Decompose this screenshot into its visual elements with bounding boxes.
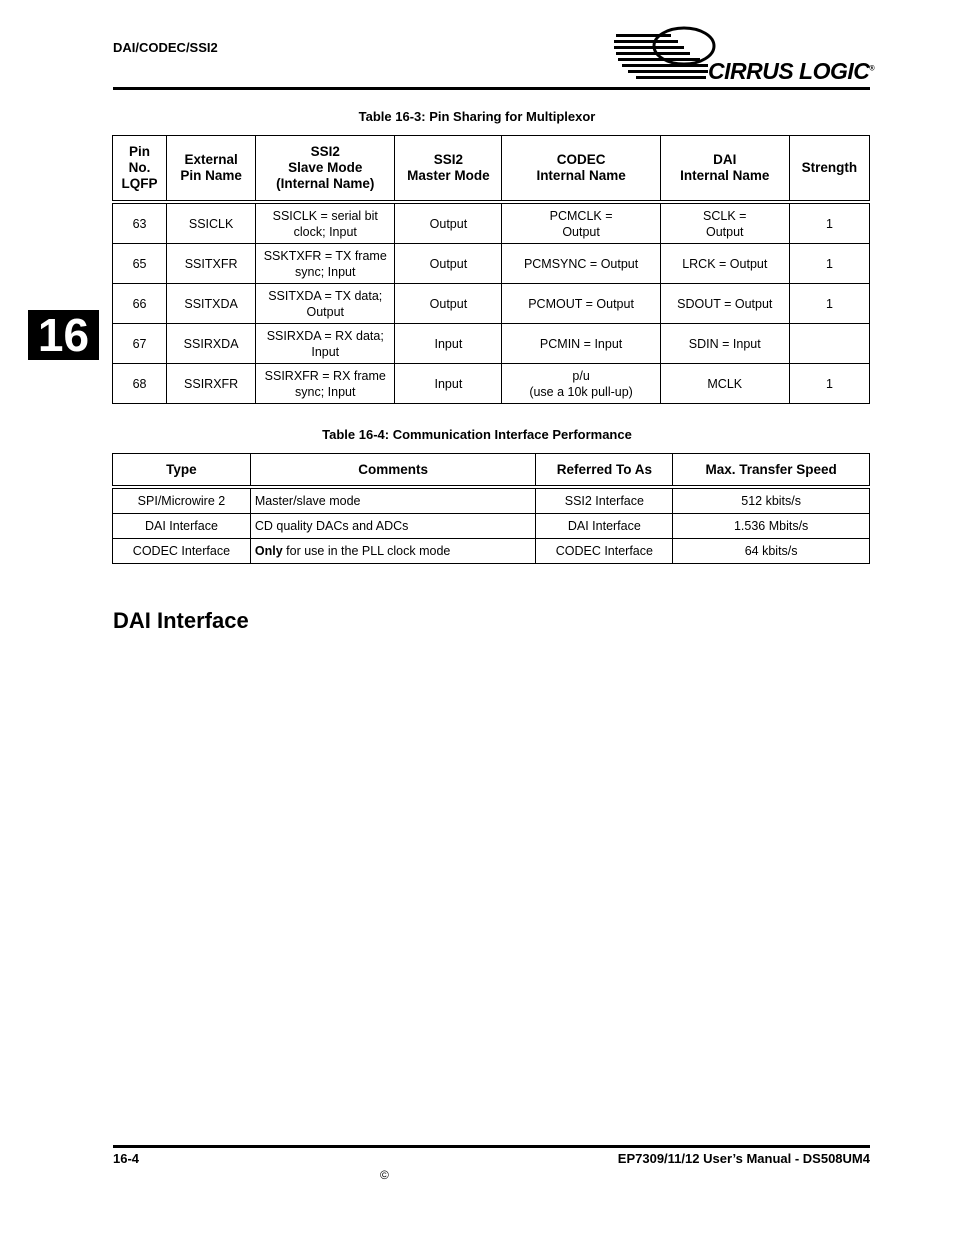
table-cell: SSIRXFR	[167, 364, 256, 404]
table2-header: Max. Transfer Speed	[673, 454, 870, 488]
table-cell: PCMCLK = Output	[502, 202, 660, 244]
footer-rule	[113, 1145, 870, 1148]
table2-header: Type	[113, 454, 251, 488]
table1-header: CODEC Internal Name	[502, 136, 660, 203]
table-cell: PCMOUT = Output	[502, 284, 660, 324]
table-cell: SSKTXFR = TX frame sync; Input	[256, 244, 395, 284]
interface-performance-table	[112, 453, 870, 564]
copyright: ©	[380, 1168, 389, 1182]
table-cell: DAI Interface	[536, 514, 673, 539]
table-cell: 1	[789, 244, 869, 284]
table-cell: Output	[395, 244, 502, 284]
table-cell: SSIRXFR = RX frame sync; Input	[256, 364, 395, 404]
table-cell: 68	[113, 364, 167, 404]
table1-header: DAI Internal Name	[660, 136, 789, 203]
table-row	[113, 202, 870, 244]
table-cell: SSITXFR	[167, 244, 256, 284]
company-logo: CIRRUS LOGIC®	[708, 58, 875, 84]
table-cell: 1	[789, 202, 869, 244]
table-cell: SSITXDA = TX data; Output	[256, 284, 395, 324]
table-cell: Only for use in the PLL clock mode	[250, 539, 536, 564]
table1-header: SSI2 Slave Mode (Internal Name)	[256, 136, 395, 203]
table-cell: PCMIN = Input	[502, 324, 660, 364]
table-row	[113, 487, 870, 514]
table2-header: Referred To As	[536, 454, 673, 488]
table-cell: Input	[395, 324, 502, 364]
table-cell: 67	[113, 324, 167, 364]
table-cell: SDOUT = Output	[660, 284, 789, 324]
table1-header: Strength	[789, 136, 869, 203]
chapter-tab: 16	[28, 310, 99, 360]
table-cell: Output	[395, 284, 502, 324]
table1-header: SSI2 Master Mode	[395, 136, 502, 203]
table-row	[113, 244, 870, 284]
table-cell: Master/slave mode	[250, 487, 536, 514]
table2-caption: Table 16-4: Communication Interface Performance	[322, 427, 632, 442]
table-cell: Output	[395, 202, 502, 244]
table-cell: SSIRXDA = RX data; Input	[256, 324, 395, 364]
table2-header: Comments	[250, 454, 536, 488]
table-cell: MCLK	[660, 364, 789, 404]
table-row	[113, 539, 870, 564]
table-cell: SSI2 Interface	[536, 487, 673, 514]
table-cell: SSIRXDA	[167, 324, 256, 364]
table1-header: Pin No. LQFP	[113, 136, 167, 203]
table1-caption: Table 16-3: Pin Sharing for Multiplexor	[358, 109, 596, 124]
table-cell: CODEC Interface	[536, 539, 673, 564]
table-cell: 63	[113, 202, 167, 244]
manual-title: EP7309/11/12 User’s Manual - DS508UM4	[617, 1151, 870, 1166]
table-cell: p/u (use a 10k pull-up)	[502, 364, 660, 404]
section-title: DAI Interface	[113, 608, 249, 633]
table-cell: SCLK = Output	[660, 202, 789, 244]
table-cell: 1.536 Mbits/s	[673, 514, 870, 539]
table-cell: SPI/Microwire 2	[113, 487, 251, 514]
table-cell: CODEC Interface	[113, 539, 251, 564]
table-cell: 65	[113, 244, 167, 284]
table-cell: 1	[789, 364, 869, 404]
table-cell: SDIN = Input	[660, 324, 789, 364]
table-cell: Input	[395, 364, 502, 404]
page-number: 16-4	[113, 1151, 140, 1166]
table-row	[113, 324, 870, 364]
table-row	[113, 284, 870, 324]
table-cell	[789, 324, 869, 364]
table-cell: SSICLK	[167, 202, 256, 244]
table-cell: 66	[113, 284, 167, 324]
table-cell: CD quality DACs and ADCs	[250, 514, 536, 539]
table-cell: PCMSYNC = Output	[502, 244, 660, 284]
table-cell: LRCK = Output	[660, 244, 789, 284]
table-row	[113, 514, 870, 539]
running-header: DAI/CODEC/SSI2	[113, 40, 218, 55]
pin-sharing-table	[112, 135, 870, 404]
header-rule	[113, 87, 870, 90]
table-cell: 1	[789, 284, 869, 324]
table-cell: SSICLK = serial bit clock; Input	[256, 202, 395, 244]
table1-header: External Pin Name	[167, 136, 256, 203]
table-row	[113, 364, 870, 404]
table-cell: SSITXDA	[167, 284, 256, 324]
table-cell: 512 kbits/s	[673, 487, 870, 514]
table-cell: 64 kbits/s	[673, 539, 870, 564]
table-cell: DAI Interface	[113, 514, 251, 539]
